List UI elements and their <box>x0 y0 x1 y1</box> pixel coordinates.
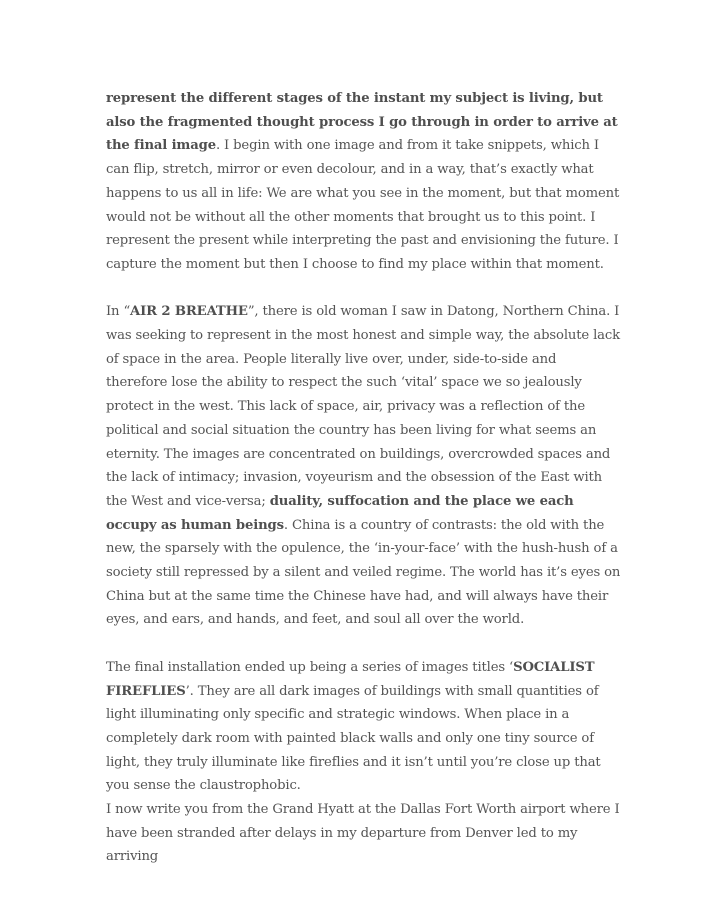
bold-phrase: duality, suffocation and the place we each occupy as human beings <box>106 493 574 533</box>
paragraph-gap <box>106 277 621 301</box>
bold-title: SOCIALIST FIREFLIES <box>106 659 595 699</box>
text-span: . China is a country of contrasts: the old with the new, the sparsely with the opulence, the ‘in-your-face’ with the hush-hush of a society still repressed by a silent and veiled regime. The world has it’s eyes on China but at the same time the Chinese have had, and will always have their eyes, and ears, and hands, and feet, and soul all over the world. <box>106 517 621 628</box>
bold-title: AIR 2 BREATHE <box>130 304 248 320</box>
document-page <box>106 87 621 869</box>
paragraph-socialist-fireflies <box>106 656 621 798</box>
text-span: I now write you from the Grand Hyatt at the Dallas Fort Worth airport where I have been stranded after delays in my departure from Denver led to my arriving <box>106 802 620 865</box>
bold-phrase: represent the different stages of the instant my subject is living, but also the fragmented thought process I go through in order to arrive at the final image <box>106 91 618 154</box>
text-span: The final installation ended up being a series of images titles ‘ <box>106 659 514 675</box>
text-span: In “ <box>106 304 131 320</box>
paragraph-gap <box>106 632 621 656</box>
paragraph-stages <box>106 87 621 277</box>
text-span: . I begin with one image and from it take snippets, which I can flip, stretch, mirror or even decolour, and in a way, that’s exactly what happens to us all in life: We are what you see in the moment, but that moment would not be without all the other moments that brought us to this point. I represent the present while interpreting the past and envisioning the future. I capture the moment but then I choose to find my place within that moment. <box>106 138 620 272</box>
paragraph-grand-hyatt <box>106 798 621 869</box>
text-span: ’. They are all dark images of buildings with small quantities of light illuminating only specific and strategic windows. When place in a completely dark room with painted black walls and only one tiny source of light, they truly illuminate like fireflies and it isn’t until you’re close up that you sense the claustrophobic. <box>106 683 601 794</box>
text-span: ”, there is old woman I saw in Datong, Northern China. I was seeking to represent in the most honest and simple way, the absolute lack of space in the area. People literally live over, under, side-to-side and therefore lose the ability to respect the such ‘vital’ space we so jealously protect in the west. This lack of space, air, privacy was a reflection of the political and social situation the country has been living for what seems an eternity. The images are concentrated on buildings, overcrowded spaces and the lack of intimacy; invasion, voyeurism and the obsession of the East with the West and vice-versa; <box>106 304 620 509</box>
paragraph-air-2-breathe <box>106 300 621 632</box>
